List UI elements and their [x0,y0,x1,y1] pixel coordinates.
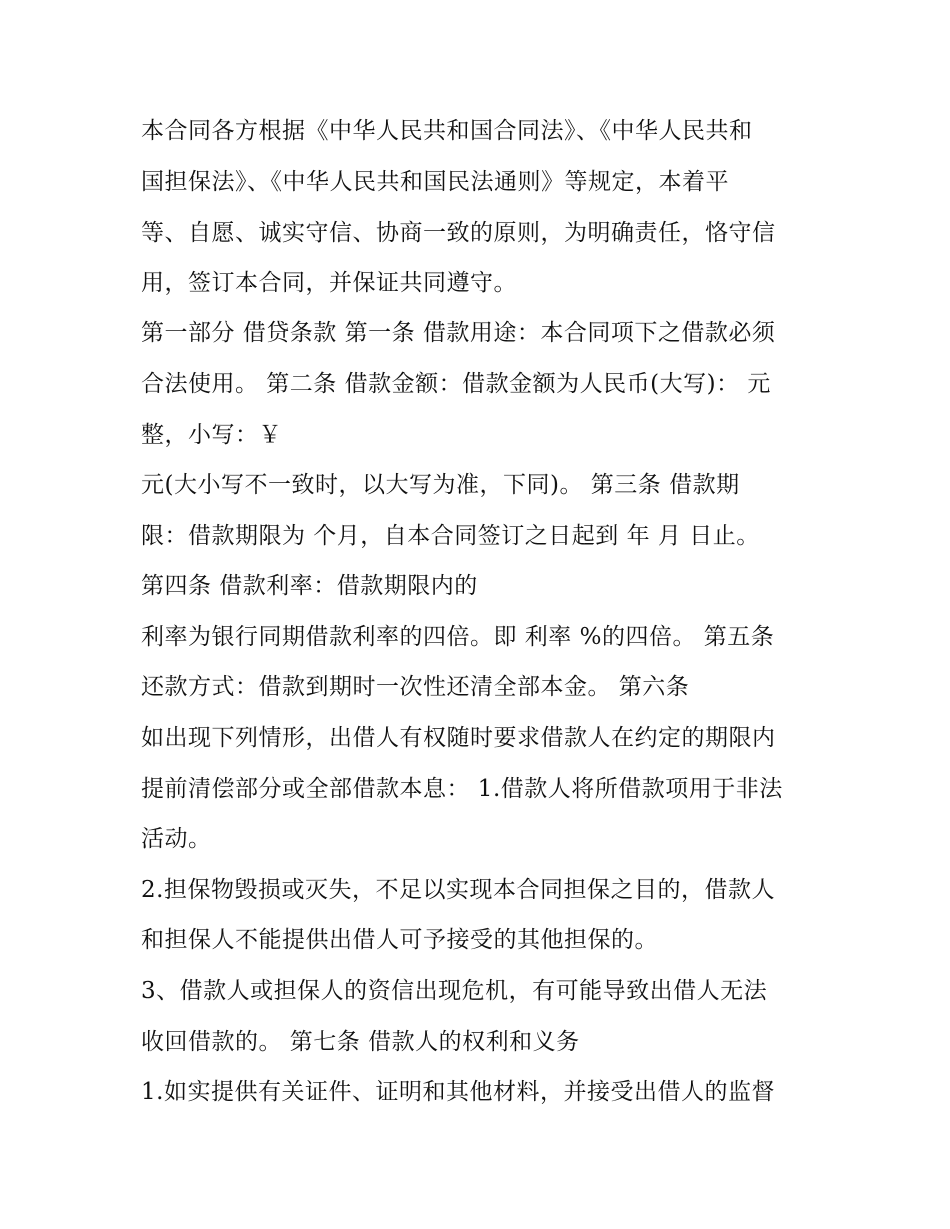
text-line: 元(大小写不一致时，以大写为准，下同)。 第三条 借款期 [141,472,740,498]
text-line: 如出现下列情形，出借人有权随时要求借款人在约定的期限内 [141,725,776,751]
text-line: 3、借款人或担保人的资信出现危机，有可能导致出借人无法 [141,978,768,1004]
text-line: 1.如实提供有关证件、证明和其他材料，并接受出借人的监督 [141,1079,775,1105]
text-line: 活动。 [141,826,212,852]
text-line: 利率为银行同期借款利率的四倍。即 利率 %的四倍。 第五条 [141,624,775,650]
text-line: 和担保人不能提供出借人可予接受的其他担保的。 [141,927,658,953]
text-line: 第一部分 借贷条款 第一条 借款用途：本合同项下之借款必须 [141,320,776,346]
text-line: 本合同各方根据《中华人民共和国合同法》、《中华人民共和 [141,118,753,144]
text-line: 收回借款的。 第七条 借款人的权利和义务 [141,1029,580,1055]
text-line: 用，签订本合同，并保证共同遵守。 [141,270,517,296]
text-line: 国担保法》、《中华人民共和国民法通则》等规定，本着平 [141,169,729,195]
text-line: 整，小写：￥ [141,422,282,448]
text-line: 第四条 借款利率：借款期限内的 [141,573,478,599]
text-line: 还款方式：借款到期时一次性还清全部本金。 第六条 [141,674,690,700]
text-line: 合法使用。 第二条 借款金额：借款金额为人民币(大写)： 元 [141,371,771,397]
text-line: 限：借款期限为 个月，自本合同签订之日起到 年 月 日止。 [141,523,760,549]
text-line: 提前清偿部分或全部借款本息： 1.借款人将所借款项用于非法 [141,776,783,802]
text-line: 2.担保物毁损或灭失，不足以实现本合同担保之目的，借款人 [141,877,775,903]
text-line: 等、自愿、诚实守信、协商一致的原则，为明确责任，恪守信 [141,220,776,246]
